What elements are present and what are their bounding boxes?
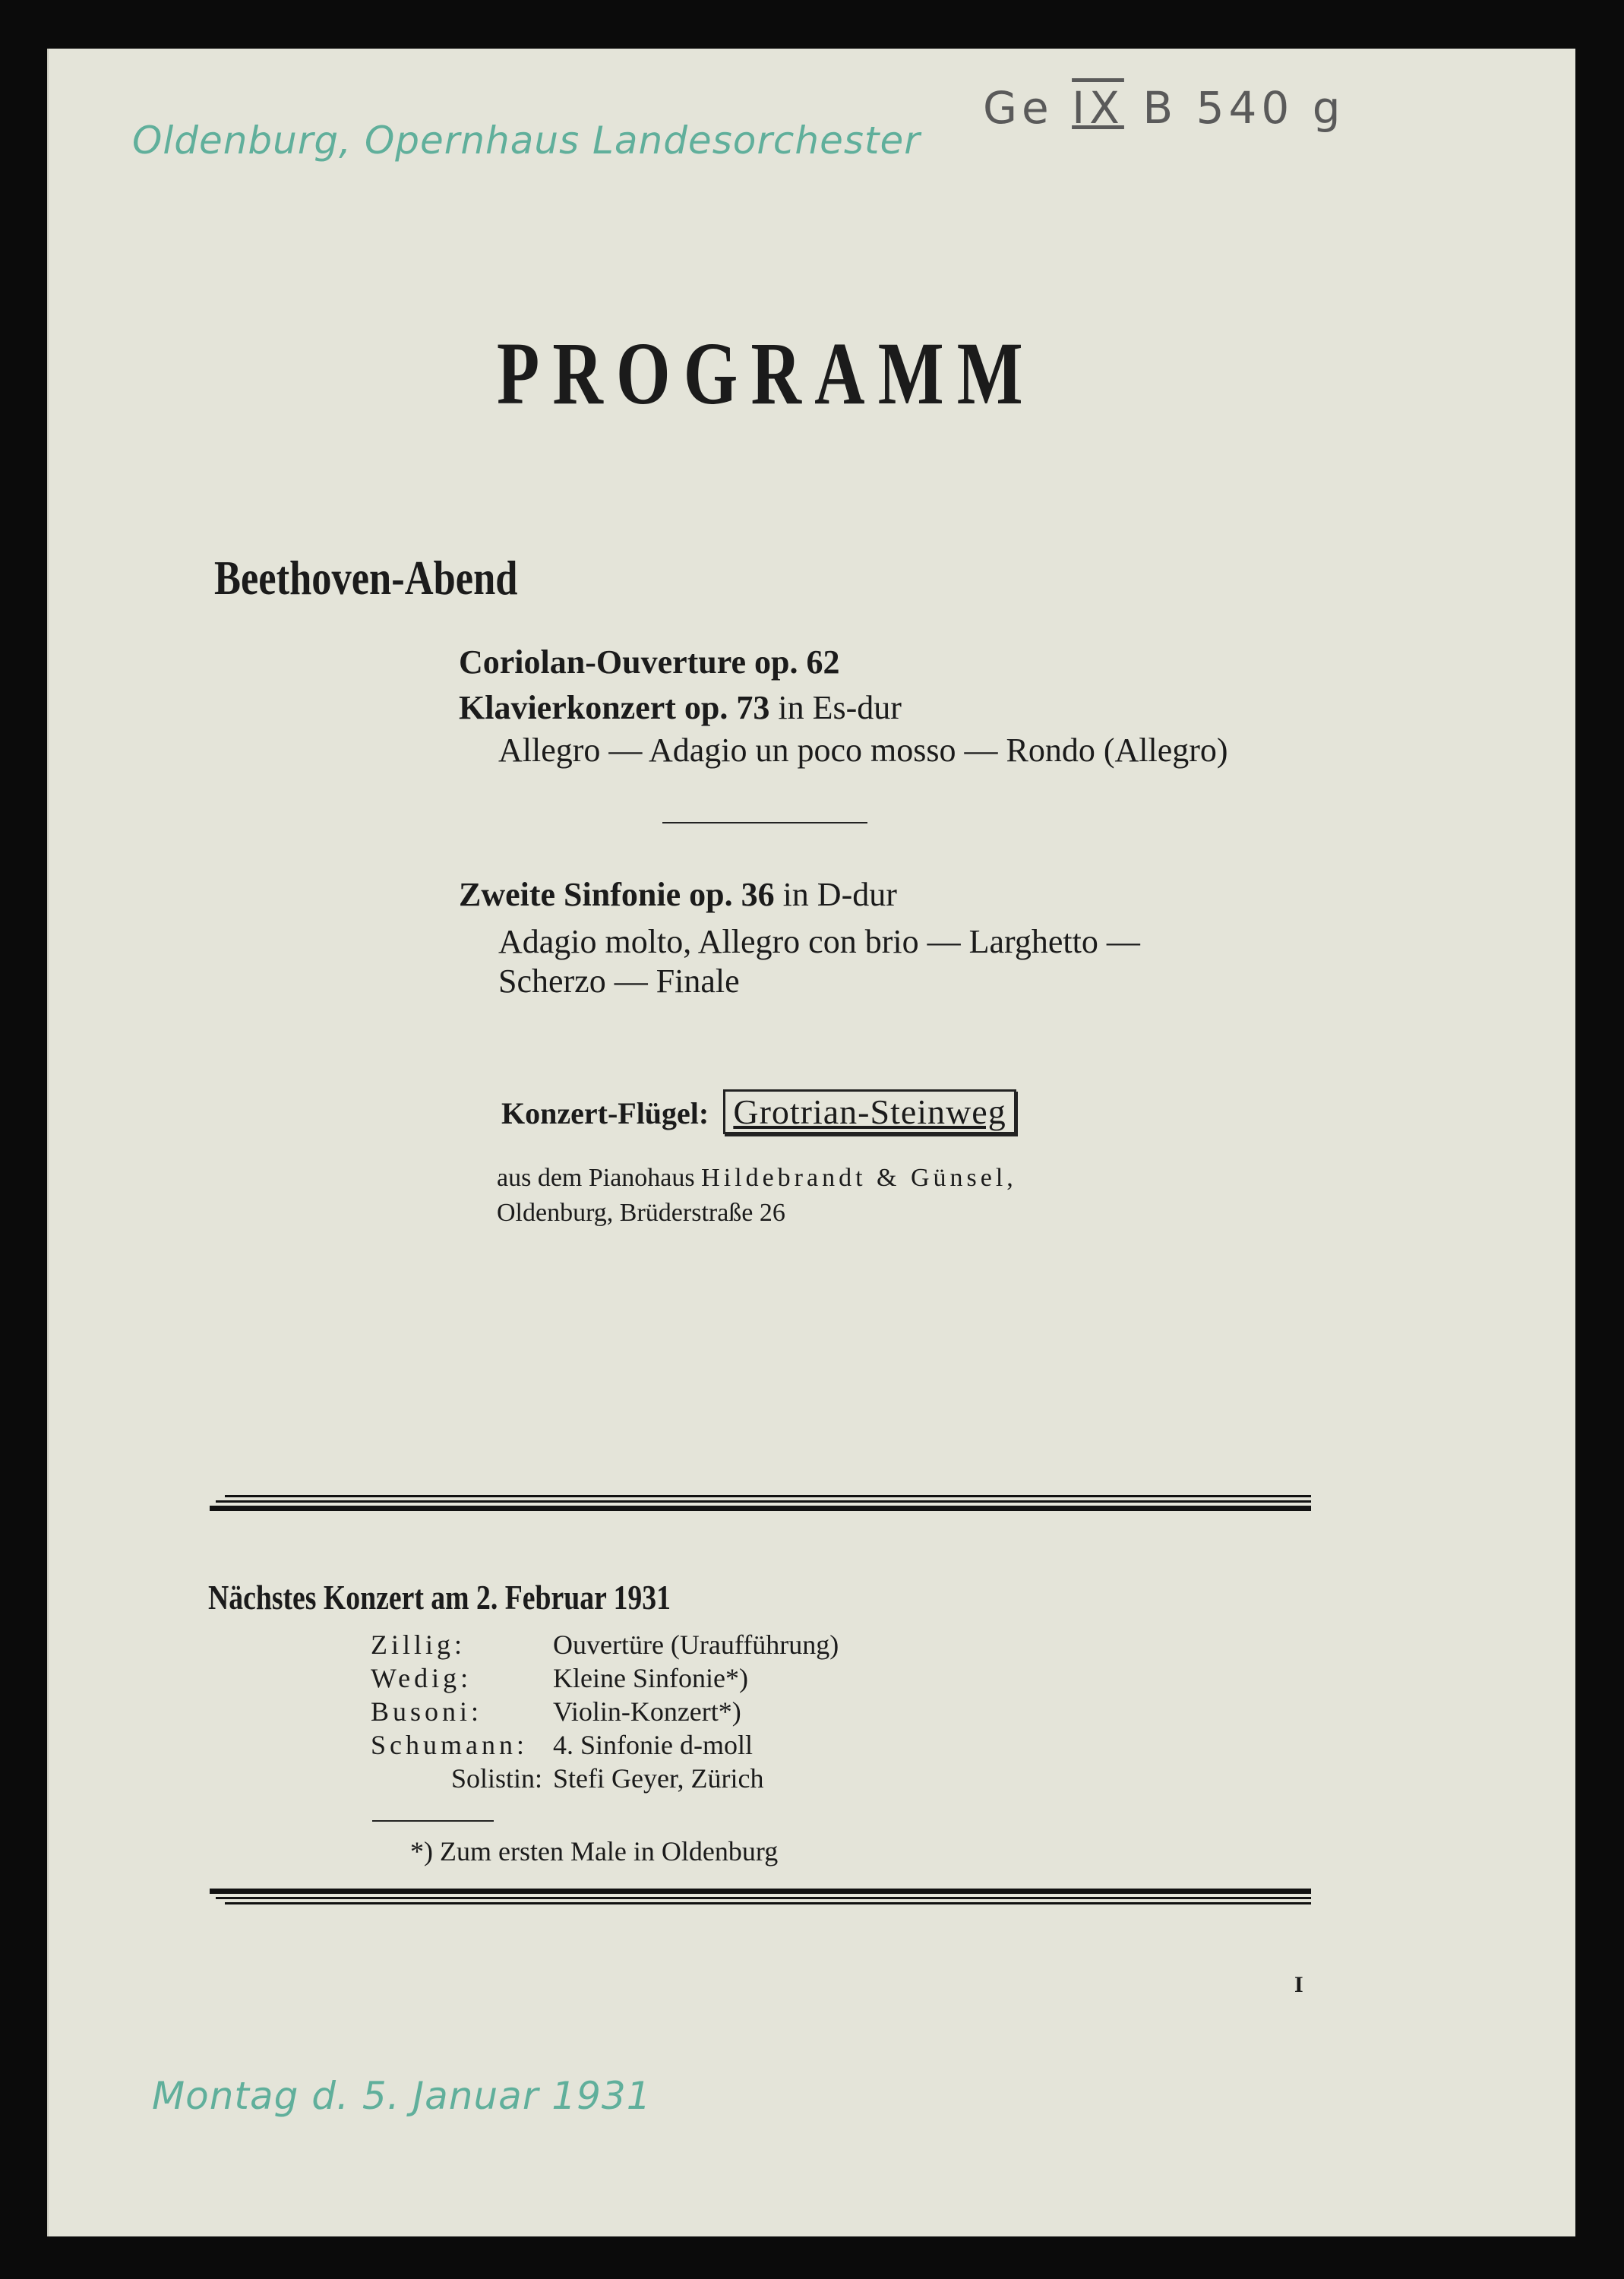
next-concert-row xyxy=(371,1629,839,1661)
work-klavierkonzert-key: in Es-dur xyxy=(769,689,902,726)
page-number: I xyxy=(1294,1972,1303,1997)
piano-brand-logo: Grotrian-Steinweg xyxy=(723,1089,1016,1134)
piano-label: Konzert-Flügel: xyxy=(501,1096,709,1130)
soloist-name: Stefi Geyer, Zürich xyxy=(553,1763,764,1794)
work-coriolan xyxy=(459,643,840,681)
handwritten-date: Montag d. 5. Januar 1931 xyxy=(152,2074,652,2118)
piano-dealer-prefix: aus dem Pianohaus xyxy=(497,1164,702,1192)
footnote: *) Zum ersten Male in Oldenburg xyxy=(410,1836,779,1867)
handwritten-note-top: Oldenburg, Opernhaus Landesorchester xyxy=(132,119,921,163)
movements-klavierkonzert: Allegro — Adagio un poco mosso — Rondo (Allegro) xyxy=(498,732,1228,769)
soloist-row xyxy=(371,1762,763,1794)
shelfmark-prefix: Ge xyxy=(983,82,1054,134)
work-klavierkonzert xyxy=(459,688,902,727)
shelfmark-rest: B 540 g xyxy=(1142,82,1345,134)
composer: Wedig: xyxy=(371,1663,472,1693)
work: Violin-Konzert*) xyxy=(553,1696,741,1727)
movements-sinfonie-line1: Adagio molto, Allegro con brio — Larghetto — xyxy=(498,923,1140,960)
footnote-divider xyxy=(372,1820,494,1822)
work-sinfonie-key: in D-dur xyxy=(774,876,897,913)
page-title: PROGRAMM xyxy=(497,324,1036,423)
divider-band-top xyxy=(210,1495,1311,1514)
next-concert-row xyxy=(371,1729,753,1761)
work: Kleine Sinfonie*) xyxy=(553,1663,748,1693)
program-heading: Beethoven-Abend xyxy=(214,551,518,605)
next-concert-row xyxy=(371,1662,748,1694)
composer: Schumann: xyxy=(371,1730,528,1760)
divider-band-bottom xyxy=(210,1889,1311,1908)
next-concert-row xyxy=(371,1696,741,1727)
piano-dealer xyxy=(497,1164,1017,1193)
work-sinfonie xyxy=(459,875,897,914)
shelfmark xyxy=(983,82,1345,134)
movements-sinfonie-line2: Scherzo — Finale xyxy=(498,962,740,1000)
shelfmark-box: IX xyxy=(1072,82,1124,134)
soloist-label: Solistin: xyxy=(450,1763,542,1794)
work: 4. Sinfonie d-moll xyxy=(553,1730,753,1760)
divider-short xyxy=(662,822,867,823)
work-klavierkonzert-title: Klavierkonzert op. 73 xyxy=(459,689,770,726)
piano-dealer-address: Oldenburg, Brüderstraße 26 xyxy=(497,1199,785,1227)
program-sheet xyxy=(47,49,1575,2236)
composer: Zillig: xyxy=(371,1629,466,1660)
piano-dealer-name: Hildebrandt & Günsel, xyxy=(701,1164,1017,1192)
composer: Busoni: xyxy=(371,1696,483,1727)
work-sinfonie-title: Zweite Sinfonie op. 36 xyxy=(459,876,775,913)
work: Ouvertüre (Uraufführung) xyxy=(553,1629,839,1660)
work-coriolan-title: Coriolan-Ouverture op. 62 xyxy=(459,643,840,681)
piano-credit xyxy=(501,1089,1016,1134)
next-concert-heading: Nächstes Konzert am 2. Februar 1931 xyxy=(208,1578,671,1617)
